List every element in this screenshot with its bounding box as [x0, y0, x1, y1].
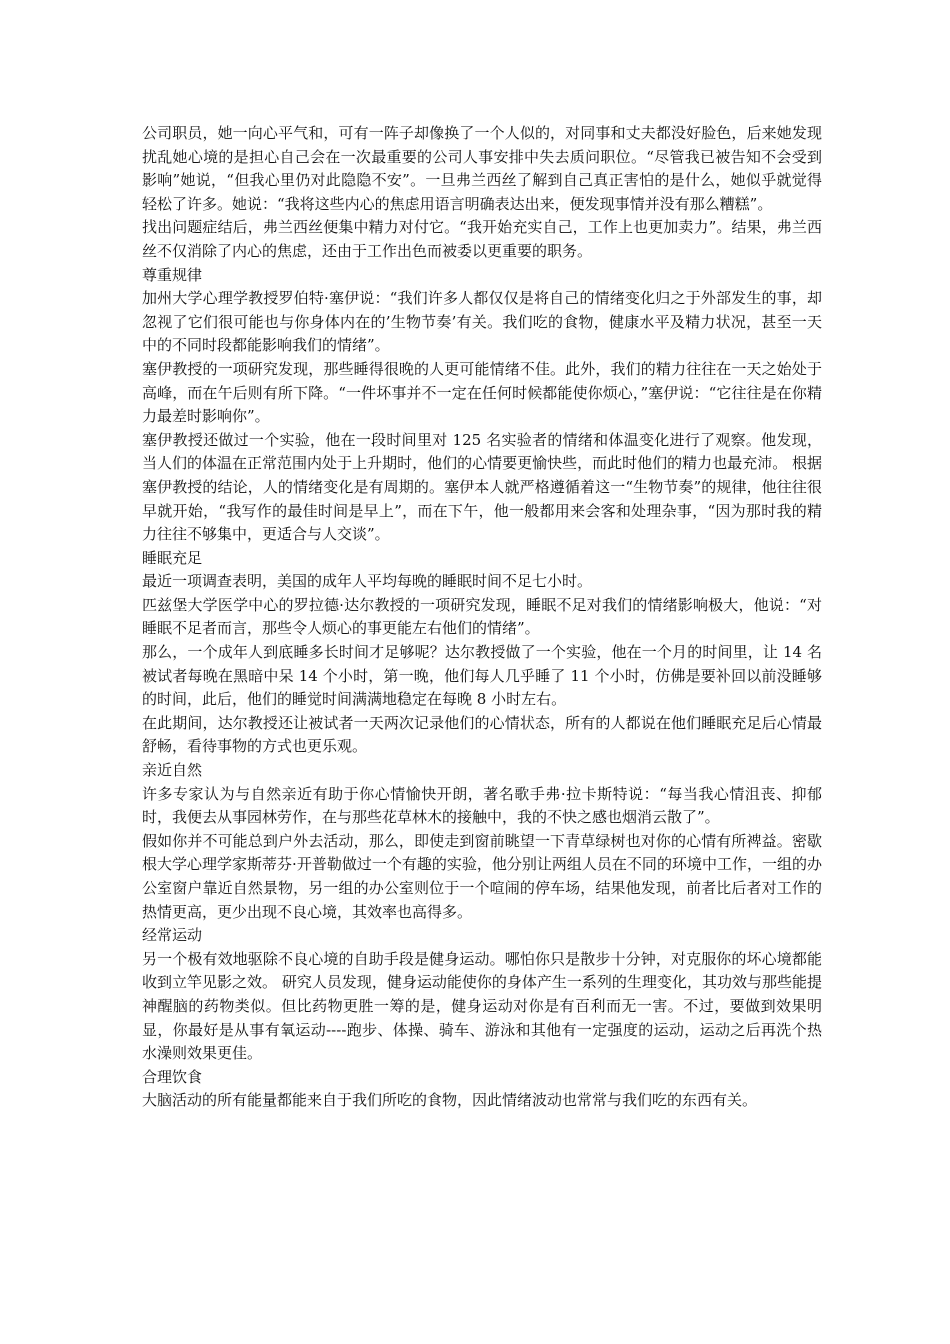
- paragraph: 公司职员，她一向心平气和，可有一阵子却像换了一个人似的，对同事和丈夫都没好脸色，后来她发现扰乱她心境的是担心自己会在一次最重要的公司人事安排中失去质问职位。“尽管我已被告知不会受到影响”她说，“但我心里仍对此隐隐不安”。一旦弗兰西丝了解到自己真正害怕的是什么，她似乎就觉得轻松了许多。她说：“我将这些内心的焦虑用语言明确表达出来，便发现事情并没有那么糟糕”。: [142, 124, 822, 213]
- paragraph: 找出问题症结后，弗兰西丝便集中精力对付它。“我开始充实自己，工作上也更加卖力”。结果，弗兰西丝不仅消除了内心的焦虑，还由于工作出色而被委以更重要的职务。: [142, 218, 822, 260]
- paragraph: 匹兹堡大学医学中心的罗拉德·达尔教授的一项研究发现，睡眠不足对我们的情绪影响极大，他说：“对睡眠不足者而言，那些令人烦心的事更能左右他们的情绪”。: [142, 595, 822, 638]
- paragraph: 加州大学心理学教授罗伯特·塞伊说：“我们许多人都仅仅是将自己的情绪变化归之于外部发生的事，却忽视了它们很可能也与你身体内在的’生物节奏’有关。我们吃的食物，健康水平及精力状况，甚至一天中的不同时段都能影响我们的情绪”。: [142, 289, 822, 355]
- section-heading: 亲近自然: [142, 761, 203, 780]
- paragraph: 最近一项调查表明，美国的成年人平均每晚的睡眠时间不足七小时。: [142, 572, 593, 591]
- section-heading: 睡眠充足: [142, 548, 203, 567]
- section-heading: 经常运动: [142, 926, 203, 945]
- paragraph: 假如你并不可能总到户外去活动，那么，即使走到窗前眺望一下青草绿树也对你的心情有所裨益。密歇根大学心理学家斯蒂芬·开普勒做过一个有趣的实验，他分别让两组人员在不同的环境中工作，一组的办公室窗户靠近自然景物，另一组的办公室则位于一个喧闹的停车场，结果他发现，前者比后者对工作的热情更高，更少出现不良心境，其效率也高得多。: [142, 831, 822, 921]
- section-heading: 合理饮食: [142, 1067, 203, 1086]
- paragraph: 在此期间，达尔教授还让被试者一天两次记录他们的心情状态，所有的人都说在他们睡眠充足后心情最舒畅，看待事物的方式也更乐观。: [142, 713, 822, 756]
- paragraph: 另一个极有效地驱除不良心境的自助手段是健身运动。哪怕你只是散步十分钟，对克服你的坏心境都能收到立竿见影之效。 研究人员发现，健身运动能使你的身体产生一系列的生理变化，其功效与那些能提神醒脑的药物类似。但比药物更胜一筹的是，健身运动对你是有百利而无一害。不过，要做到效果明显，你最好是从事有氧运动----跑步、体操、骑车、游泳和其他有一定强度的运动，运动之后再洗个热水澡则效果更佳。: [142, 949, 822, 1063]
- section-heading: 尊重规律: [142, 265, 203, 284]
- paragraph: 大脑活动的所有能量都能来自于我们所吃的食物，因此情绪波动也常常与我们吃的东西有关。: [142, 1091, 758, 1110]
- document-page: [142, 122, 822, 1113]
- paragraph: 塞伊教授还做过一个实验，他在一段时间里对 125 名实验者的情绪和体温变化进行了观察。他发现，当人们的体温在正常范围内处于上升期时，他们的心情要更愉快些，而此时他们的精力也最充沛。 根据塞伊教授的结论，人的情绪变化是有周期的。塞伊本人就严格遵循着这一“生物节奏”的规律，他往往很早就开始，“我写作的最佳时间是早上”，而在下午，他一般都用来会客和处理杂事，“因为那时我的精力往往不够集中，更适合与人交谈”。: [142, 430, 822, 544]
- paragraph: 许多专家认为与自然亲近有助于你心情愉快开朗，著名歌手弗·拉卡斯特说：“每当我心情沮丧、抑郁时，我便去从事园林劳作，在与那些花草林木的接触中，我的不快之感也烟消云散了”。: [142, 784, 822, 827]
- paragraph: 塞伊教授的一项研究发现，那些睡得很晚的人更可能情绪不佳。此外，我们的精力往往在一天之始处于高峰，而在午后则有所下降。“一件坏事并不一定在任何时候都能使你烦心，”塞伊说：“它往往是在你精力最差时影响你”。: [142, 359, 822, 426]
- paragraph: 那么，一个成年人到底睡多长时间才足够呢？达尔教授做了一个实验，他在一个月的时间里，让 14 名被试者每晚在黑暗中呆 14 个小时，第一晚，他们每人几乎睡了 11 个小时，仿佛是要补回以前没睡够的时间，此后，他们的睡觉时间满满地稳定在每晚 8 小时左右。: [142, 643, 822, 709]
